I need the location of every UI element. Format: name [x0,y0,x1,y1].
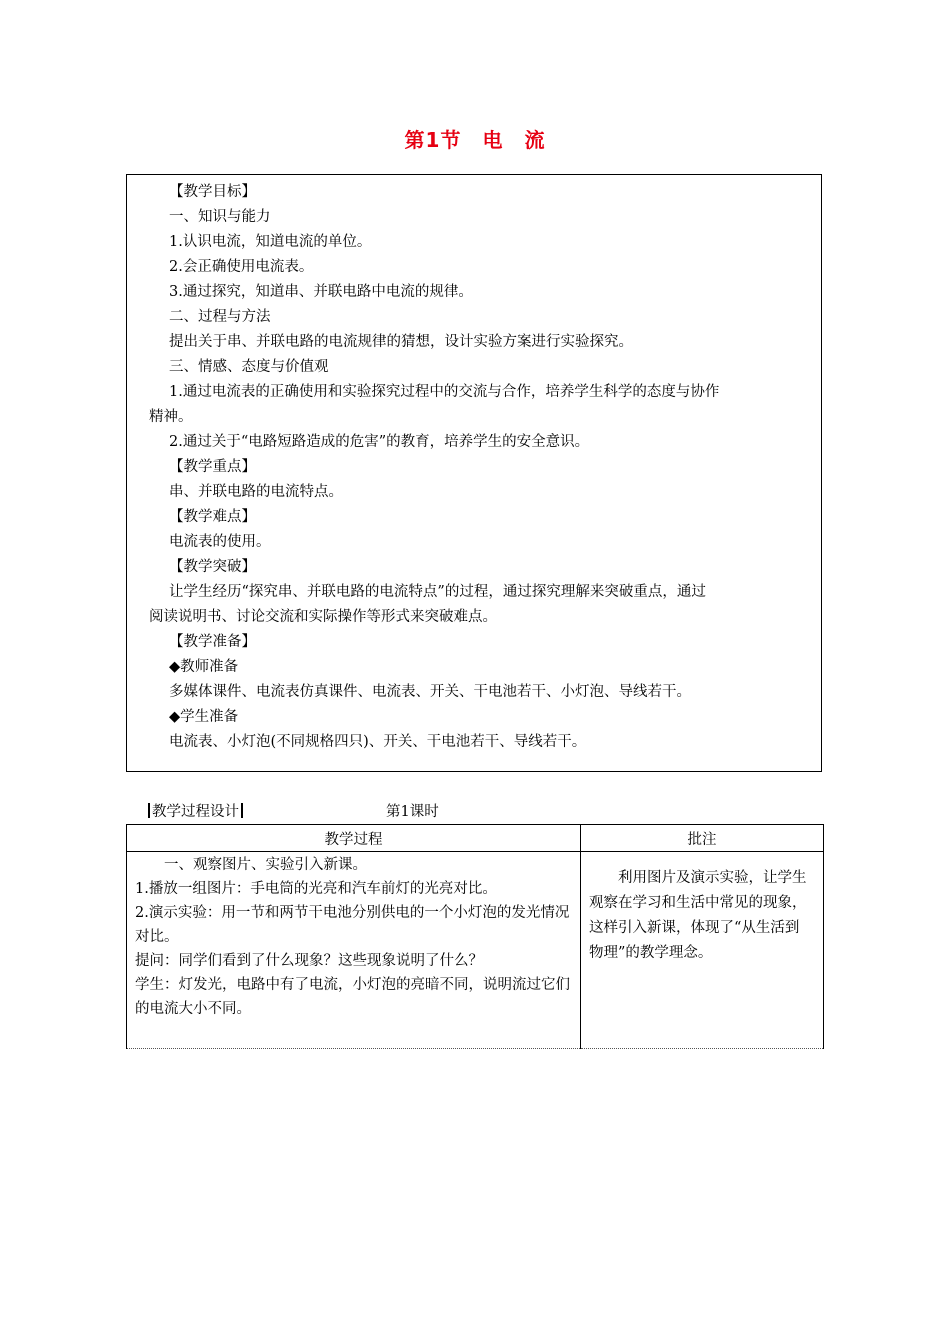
objective-line: 【教学重点】 [169,459,256,475]
page-title: 第1节 电 流 [404,128,546,152]
objective-line: ◆教师准备 [169,659,239,675]
objective-line: 三、情感、态度与价值观 [169,359,329,375]
objective-line: 电流表、小灯泡(不同规格四只)、开关、干电池若干、导线若干。 [169,734,587,750]
process-cell [127,852,581,1049]
objective-line: 1.通过电流表的正确使用和实验探究过程中的交流与合作，培养学生科学的态度与协作 [169,384,720,400]
process-line: 一、观察图片、实验引入新课。 [135,857,367,873]
bracket-bar-right [241,803,243,818]
objective-line: 3.通过探究，知道串、并联电路中电流的规律。 [169,284,473,300]
objective-line: 二、过程与方法 [169,309,271,325]
annotation-text: 利用图片及演示实验，让学生观察在学习和生活中常见的现象，这样引入新课，体现了“从生活到物理”的教学理念。 [589,870,807,961]
objective-line: 1.认识电流，知道电流的单位。 [169,234,372,250]
process-design-heading [146,800,245,821]
objective-line: 【教学难点】 [169,509,256,525]
process-line: 提问：同学们看到了什么现象？这些现象说明了什么？ [135,953,483,969]
objective-line: 串、并联电路的电流特点。 [169,484,343,500]
objective-line: 提出关于串、并联电路的电流规律的猜想，设计实验方案进行实验探究。 [169,334,633,350]
objective-line: 2.通过关于“电路短路造成的危害”的教育，培养学生的安全意识。 [169,434,590,450]
process-line: 1.播放一组图片：手电筒的光亮和汽车前灯的光亮对比。 [135,881,497,897]
lesson-period: 第1课时 [386,804,439,820]
objective-line: 多媒体课件、电流表仿真课件、电流表、开关、干电池若干、小灯泡、导线若干。 [169,684,691,700]
process-line: 2.演示实验：用一节和两节干电池分别供电的一个小灯泡的发光情况对比。 [135,905,570,945]
teaching-process-table [126,824,824,1049]
objective-line: 精神。 [149,409,193,425]
objective-line: 电流表的使用。 [169,534,271,550]
header-teaching-process: 教学过程 [127,825,581,852]
objective-line: 【教学准备】 [169,634,256,650]
objective-line: 【教学突破】 [169,559,256,575]
objective-line: 一、知识与能力 [169,209,271,225]
objective-line: 【教学目标】 [169,184,256,200]
objective-line: 让学生经历“探究串、并联电路的电流特点”的过程，通过探究理解来突破重点，通过 [169,584,706,600]
annotation-cell [581,852,824,1049]
objective-line: 阅读说明书、讨论交流和实际操作等形式来突破难点。 [149,609,497,625]
process-design-label: 教学过程设计 [152,804,239,820]
process-line: 学生：灯发光，电路中有了电流，小灯泡的亮暗不同，说明流过它们的电流大小不同。 [135,977,570,1017]
teaching-objectives-box [126,174,822,772]
bracket-bar-left [148,803,150,818]
objective-line: 2.会正确使用电流表。 [169,259,314,275]
header-annotation: 批注 [581,825,824,852]
objective-line: ◆学生准备 [169,709,239,725]
